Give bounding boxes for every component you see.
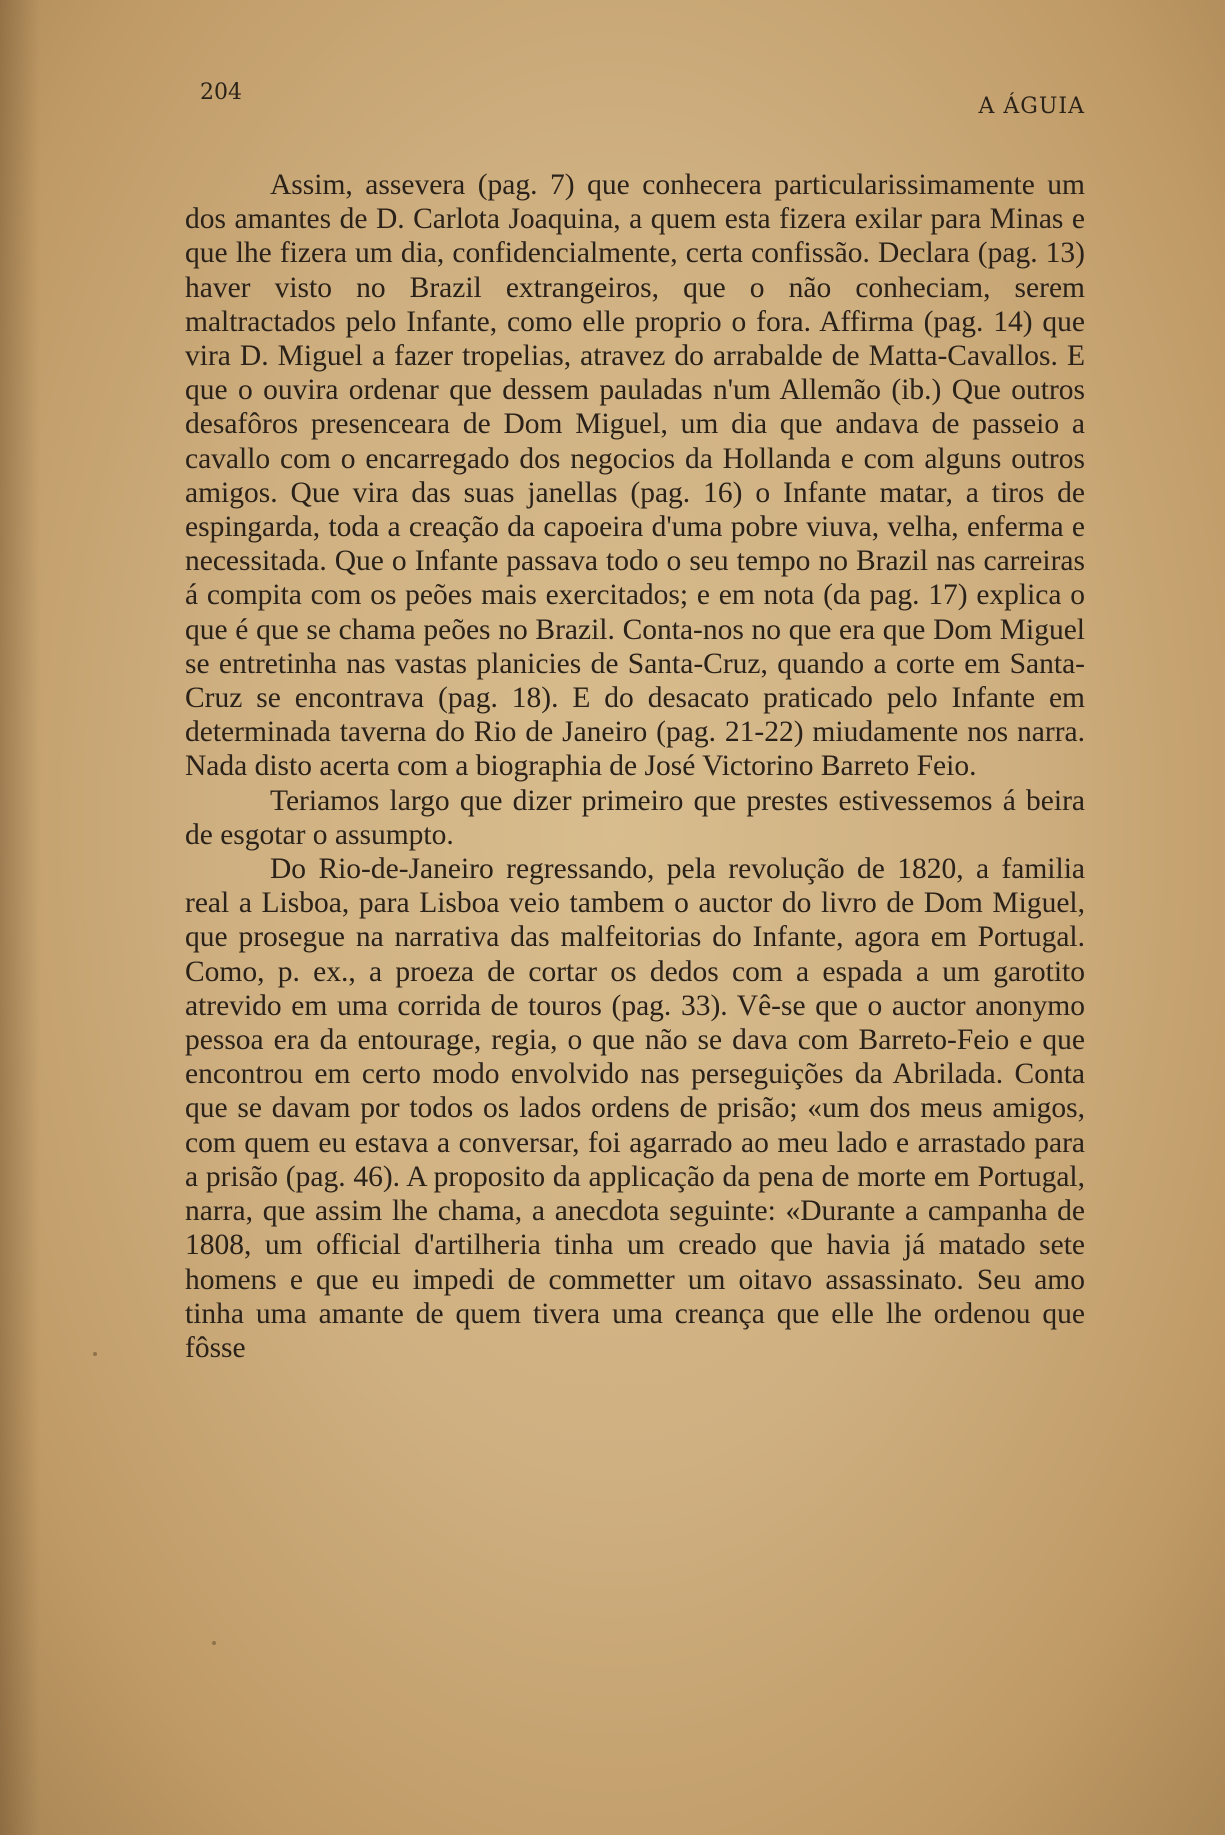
paragraph: Teriamos largo que dizer primeiro que prestes estivessemos á beira de esgotar o assumpto. <box>185 784 1085 851</box>
paper-speck <box>212 1641 216 1645</box>
running-head: A ÁGUIA <box>978 94 1085 119</box>
paragraph: Assim, assevera (pag. 7) que conhecera particularissimamente um dos amantes de D. Carlota Joaquina, a quem esta fizera exilar para Minas e que lhe fizera um dia, confidencialmente, certa confissão. Declara (pag. 13) haver visto no Brazil extrangeiros, que o não conheciam, serem maltractados pelo Infante, como elle proprio o fora. Affirma (pag. 14) que vira D. Miguel a fazer tropelias, atravez do arrabalde de Matta-Cavallos. E que o ouvira ordenar que dessem pauladas n'um Allemão (ib.) Que outros desafôros presenceara de Dom Miguel, um dia que andava de passeio a cavallo com o encarregado dos negocios da Hollanda e com alguns outros amigos. Que vira das suas janellas (pag. 16) o Infante matar, a tiros de espingarda, toda a creação da capoeira d'uma pobre viuva, velha, enferma e necessitada. Que o Infante passava todo o seu tempo no Brazil nas carreiras á compita com os peões mais exercitados; e em nota (da pag. 17) explica o que é que se chama peões no Brazil. Conta-nos no que era que Dom Miguel se entretinha nas vastas planicies de Santa-Cruz, quando a corte em Santa-Cruz se encontrava (pag. 18). E do desacato praticado pelo Infante em determinada taverna do Rio de Janeiro (pag. 21-22) miudamente nos narra. Nada disto acerta com a biographia de José Victorino Barreto Feio. <box>185 169 1085 783</box>
body-text <box>185 168 1085 1365</box>
page-edge-shadow <box>0 0 40 1835</box>
page-number: 204 <box>200 80 242 105</box>
paragraph: Do Rio-de-Janeiro regressando, pela revolução de 1820, a familia real a Lisboa, para Lisboa veio tambem o auctor do livro de Dom Miguel, que prosegue na narrativa das malfeitorias do Infante, agora em Portugal. Como, p. ex., a proeza de cortar os dedos com a espada a um garotito atrevido em uma corrida de touros (pag. 33). Vê-se que o auctor anonymo pessoa era da entourage, regia, o que não se dava com Barreto-Feio e que encontrou em certo modo envolvido nas perseguições da Abrilada. Conta que se davam por todos os lados ordens de prisão; «um dos meus amigos, com quem eu estava a conversar, foi agarrado ao meu lado e arrastado para a prisão (pag. 46). A proposito da applicação da pena de morte em Portugal, narra, que assim lhe chama, a anecdota seguinte: «Durante a campanha de 1808, um official d'artilheria tinha um creado que havia já matado sete homens e que eu impedi de commetter um oitavo assassinato. Seu amo tinha uma amante de quem tivera uma creança que elle lhe ordenou que fôsse <box>185 853 1085 1364</box>
page-header <box>200 80 1085 120</box>
paper-speck <box>93 1352 97 1356</box>
